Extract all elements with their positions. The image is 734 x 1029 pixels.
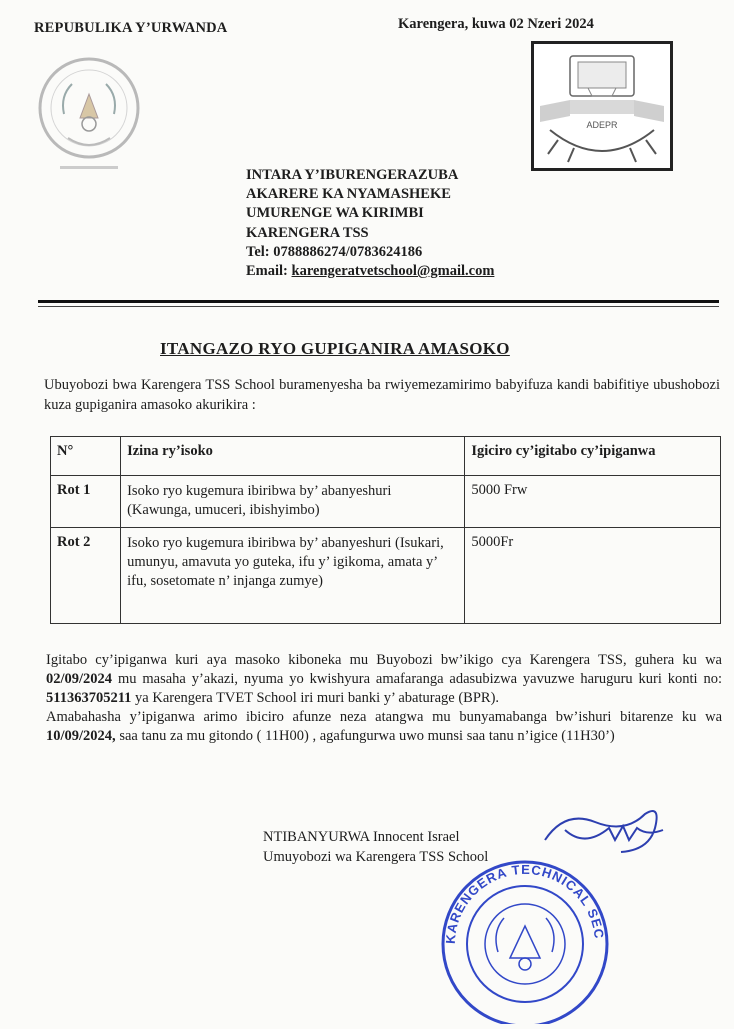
tender-lots-table (50, 436, 721, 624)
notice-intro: Ubuyobozi bwa Karengera TSS School buramenyesha ba rwiyemezamirimo babyifuza kandi babifitiye ubushobozi kuza gupiganira amasoko akurikira : (44, 377, 720, 413)
lot-description: Isoko ryo kugemura ibiribwa by’ abanyeshuri (Isukari, umunyu, amavuta yo guteka, ifu y’ igikoma, amata y’ ifu, sosetomate n’ injanga zumye) (121, 528, 465, 624)
table-row (51, 476, 721, 528)
header-document-price: Igiciro cy’igitabo cy’ipiganwa (465, 437, 721, 476)
email-line (246, 262, 494, 281)
header-lot-name: Izina ry’isoko (121, 437, 465, 476)
header-divider-thin (38, 306, 719, 307)
school-address-block (246, 166, 494, 281)
lot-price: 5000Fr (465, 528, 721, 624)
email-label: Email: (246, 263, 292, 280)
deadline-date: 10/09/2024, (46, 728, 116, 744)
paragraph-document-availability: Igitabo cy’ipiganwa kuri aya masoko kiboneka mu Buyobozi bw’ikigo cya Karengera TSS, guhera ku wa 02/09/2024 mu masaha y’akazi, nyuma yo kwishyura amafaranga adasubizwa yavuzwe haruguru kuri konti no: 511363705211 ya Karengera TVET School iri muri banki y’ abaturage (BPR). (46, 652, 722, 706)
school-logo (531, 41, 673, 171)
notice-body (46, 651, 722, 746)
telephone: Tel: 0788886274/0783624186 (246, 243, 423, 260)
province: INTARA Y’IBURENGERAZUBA (246, 167, 459, 183)
stamp-ring-text: KARENGERA TECHNICAL SEC (442, 861, 607, 945)
lot-number: Rot 2 (51, 528, 121, 624)
lot-number: Rot 1 (51, 476, 121, 528)
table-header-row (51, 437, 721, 476)
school-name: KARENGERA TSS (246, 224, 369, 241)
country-heading: REPUBULIKA Y’URWANDA (34, 20, 228, 36)
start-date: 02/09/2024 (46, 671, 113, 687)
lot-description: Isoko ryo kugemura ibiribwa by’ abanyeshuri (Kawunga, umuceri, ibishyimbo) (121, 476, 465, 528)
account-number: 511363705211 (46, 690, 132, 706)
header-divider-thick (38, 300, 719, 303)
notice-title: ITANGAZO RYO GUPIGANIRA AMASOKO (160, 339, 510, 358)
lot-price: 5000 Frw (465, 476, 721, 528)
sector: UMURENGE WA KIRIMBI (246, 205, 424, 222)
school-stamp (432, 848, 618, 1024)
email-link[interactable]: karengeratvetschool@gmail.com (291, 263, 495, 280)
district: AKARERE KA NYAMASHEKE (246, 186, 451, 203)
header-number: N° (51, 437, 121, 476)
place-date: Karengera, kuwa 02 Nzeri 2024 (398, 16, 594, 32)
rwanda-seal-emblem (36, 48, 142, 190)
signatory-name: NTIBANYURWA Innocent Israel (263, 829, 460, 845)
signatory-role: Umuyobozi wa Karengera TSS School (263, 849, 489, 865)
logo-caption: ADEPR (586, 120, 618, 130)
paragraph-submission-deadline: Amabahasha y’ipiganwa arimo ibiciro afunze neza atangwa mu bunyamabanga bw’ishuri bitarenze ku wa 10/09/2024, saa tanu za mu gitondo ( 11H00) , agafungurwa uwo munsi saa tanu n’igice (11H30’) (46, 709, 722, 744)
table-row (51, 528, 721, 624)
